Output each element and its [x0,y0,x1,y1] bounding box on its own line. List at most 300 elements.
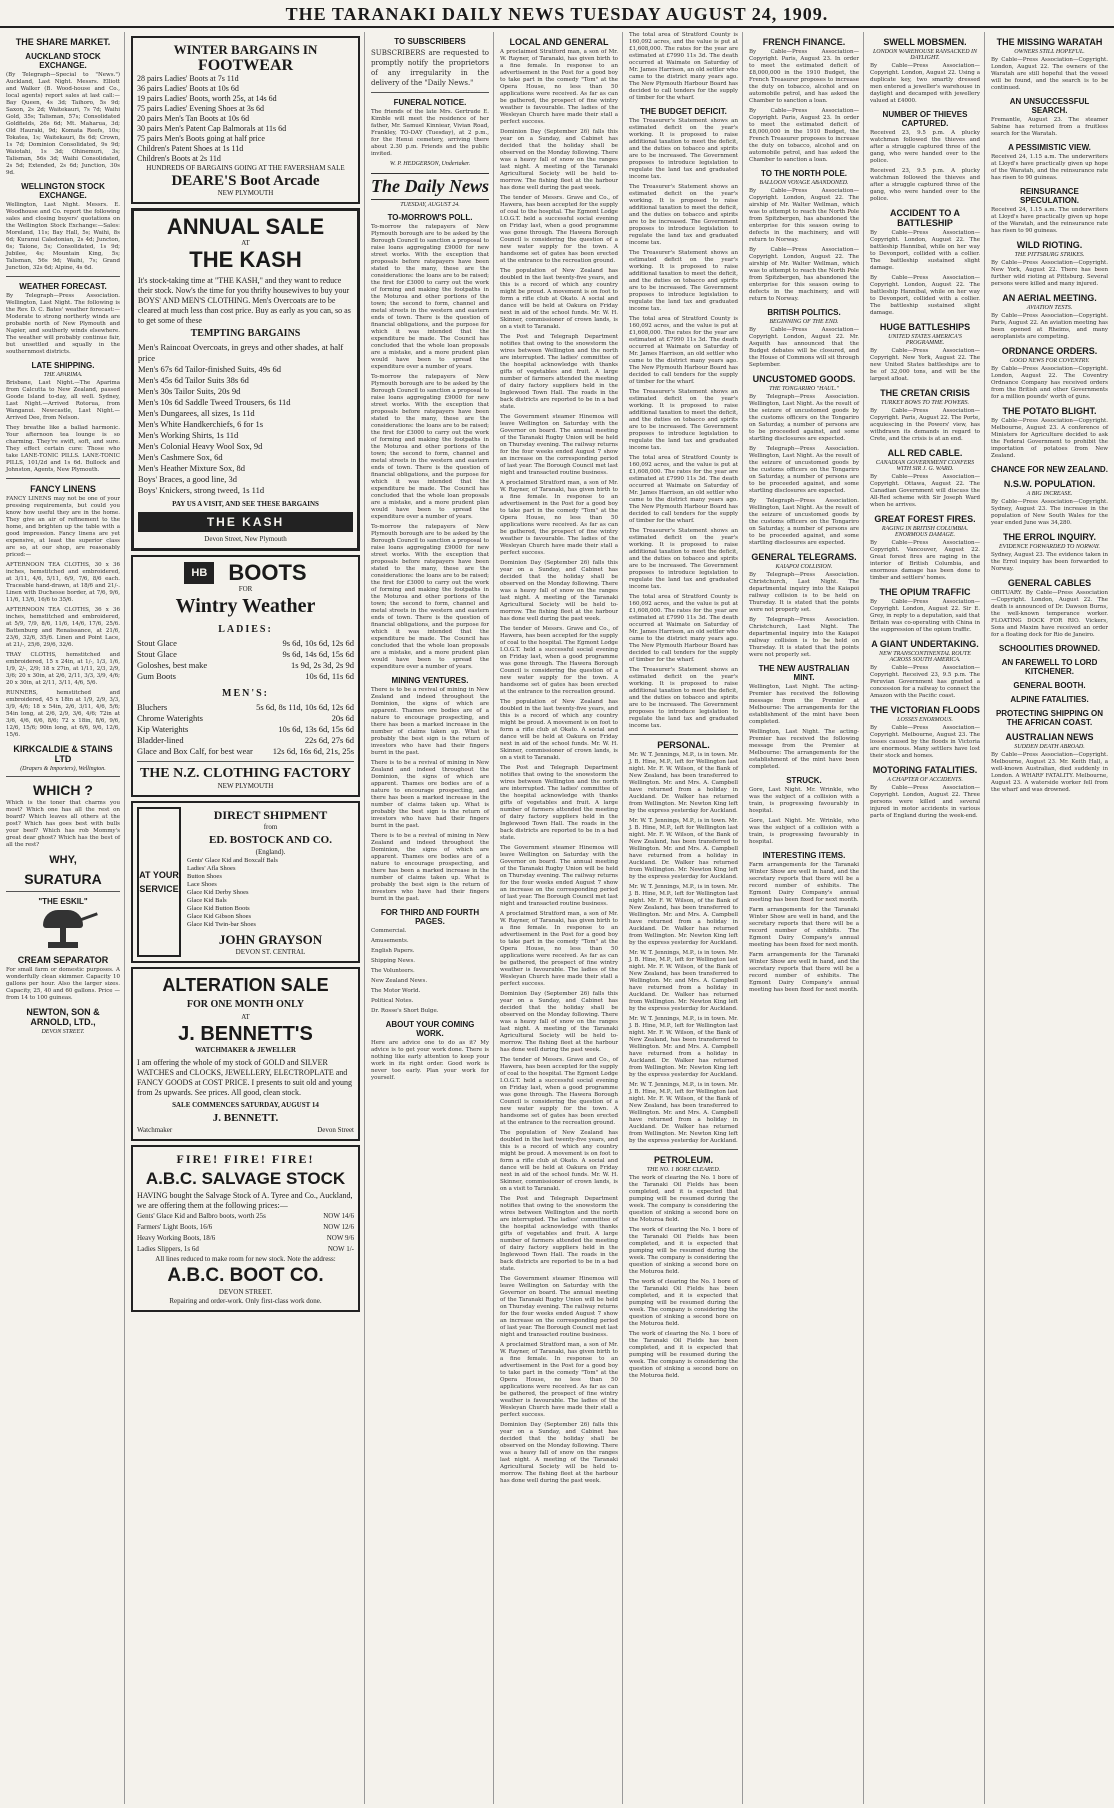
price-row: Bladder-lined 22s 6d, 27s 6d [137,735,354,745]
missing-waratah-subheading: OWNERS STILL HOPEFUL. [1014,49,1085,55]
ordnance-orders-heading: ORDNANCE ORDERS. [1001,346,1098,356]
winter-title: WINTER BARGAINS IN [173,42,318,57]
battleship-accident-heading: ACCIDENT TO A BATTLESHIP [889,208,960,228]
reinsurance-heading: REINSURANCE SPECULATION. [1020,187,1079,205]
general-telegrams-heading: GENERAL TELEGRAMS. [751,552,857,562]
bostock-line: Ladies' Afla Shoes [187,865,236,872]
battleship-accident-text-continued: By Cable—Press Association—Copyright. London, August 22. The battleship Hannibal, while on her way to Devonport, collided with a collier. The battleship sustained slight damage. [870,275,980,316]
hb-logo-icon: HB [184,562,214,584]
local-text: The Government steamer Hinemoa will leave Wellington on Saturday with the Governor on board. The annual meeting of the Taranaki Rugby Union will be held on Thursday evening. The railway returns for the four weeks ended August 7 show an increase on the corresponding period of last year. The Borough Council met last night and transacted routine business. [500,414,618,476]
column-7 [866,32,985,1804]
forest-fires-text: By Cable—Press Association—Copyright. Vancouver, August 22. Great forest fires are raging in the interior of British Columbia, and enormous damage has been done to timber and settlers' homes. [870,540,980,581]
uncustomed-text: By Telegraph—Press Association. Wellington, Last Night. As the result of the seizure of uncustomed goods by the customs officers on the Tongariro on Saturday, a number of persons are to be proceeded against, and some startling disclosures are expected. [749,394,859,442]
pages-item: Amusements. [371,938,409,944]
budget-text-continued: The total area of Stratford County is 160,092 acres, and the value is put at £1,608,000. The rates for the year are estimated at £7990 11s 3d. The death occurred at Waimate on Saturday of Mr. James Harrison, an old settler who came to the district many years ago. The New Plymouth Harbour Board has decided to call tenders for the supply of timber for the wharf. [629,455,738,524]
pages-item: Dr. Rosse's Short Bulge. [371,1008,439,1014]
share-market-heading: THE SHARE MARKET. [15,37,111,47]
auckland-heading: AUCKLAND STOCK EXCHANGE. [25,52,101,70]
budget-text-continued: The total area of Stratford County is 160,092 acres, and the value is put at £1,608,000. The rates for the year are estimated at £7990 11s 3d. The death occurred at Waimate on Saturday of Mr. James Harrison, an old settler who came to the district many years ago. The New Plymouth Harbour Board has decided to call tenders for the supply of timber for the wharf. [629,316,738,385]
lanetonic-ad: They breathe like a ballad harmonic. Your afternoon tea lounge is so charming. They're swift, soft, and sure. They effect certain cure: Those who take LANE-TONIC PILLS. LANE-TONIC PILLS, 101/2d and 1s 6d. Bullock and Johnston, Agents, New Plymouth. [6,425,120,473]
daily-news-editorial-title: The Daily News [371,173,489,200]
opium-traffic-heading: THE OPIUM TRAFFIC [879,587,971,597]
shipping-text: Brisbane, Last Night.—The Aparima from Calcutta to New Zealand, passed Goode Island to-day, all well. Sydney, Last Night.—Arrived Rotorua, from Wanganui. Newcastle, Last Night.—Arrived Dee, from Nelson. [6,380,120,421]
kash-item: Boys' Braces, a good line, 3d [138,474,238,484]
kash-body: It's stock-taking time at "THE KASH," and they want to reduce their stock. Now's the time for you thrifty housewives to buy your BOYS' AND MEN'S CLOTHING. Men's Overcoats are to be cleared at much less than cost price. Buy as early as you can, so as to get some of these [138,276,351,325]
price-row: Chrome Waterights 20s 6d [137,713,354,723]
winter-line: 75 pairs Men's Boots going at half price [137,134,265,143]
personal-text-continued: Mr. W. T. Jennings, M.P., is in town. Mr. J. B. Hine, M.P., left for Wellington last night. Mr. F. W. Wilson, of the Bank of New Zealand, has been transferred to Wellington. Mr. and Mrs. A. Campbell have returned from a holiday in Auckland. Dr. Walker has returned from Wellington. Mr. Newton King left by the express yesterday for Auckland. [629,884,738,946]
mining-text: There is to be a revival of mining in New Zealand and indeed throughout the Dominion, the signs of which are apparent. Thames ore bodies are of a nature to encourage prospecting, and there has been a marked increase in the number of claims taken up. What is probably the best sign is the return of investors who have had their fingers burnt in the past. [371,687,489,756]
all-red-cable-subheading: CANADIAN GOVERNMENT CONFERS WITH SIR J. G. WARD. [875,460,975,472]
victorian-floods-heading: THE VICTORIAN FLOODS [870,705,980,715]
kash-item: Men's 45s 6d Tailor Suits 38s 6d [138,375,249,385]
cretan-crisis-heading: THE CRETAN CRISIS [880,388,970,398]
funeral-text: The friends of the late Mrs. Gertrude E. Kimble will meet the residence of her father, Mr. Samuel Kinniear, Vivian Road, Frankley, TO-DAY (Tuesday), at 2 p.m., for the Henui cemetery, arriving there about 2.30 p.m. Friends and the public invited. [371,109,489,157]
boots-wintry-weather-ad [131,555,360,797]
subscribers-heading: TO SUBSCRIBERS [394,37,466,46]
forest-fires-subheading: RAGING IN BRITISH COLUMBIA. ENORMOUS DAMAGE. [881,526,969,538]
budget-text-continued: The Treasurer's Statement shows an estimated deficit on the year's working. It is proposed to raise additional taxation to meet the deficit, and the duties on tobacco and spirits are to be increased. The Government proposes to introduce legislation to regulate the land tax and graduated income tax. [629,389,738,451]
uncustomed-text-continued: By Telegraph—Press Association. Wellington, Last Night. As the result of the seizure of uncustomed goods by the customs officers on the Tongariro on Saturday, a number of persons are to be proceeded against, and some startling disclosures are expected. [749,446,859,494]
general-cables-text: OBITUARY. By Cable—Press Association—Copyright. London, August 22. The death is announced of Dr. Dawson Burns, the well-known temperance worker. FLOATING DOCK FOR RIO. Vickers, Sons and Maxim have received an order for a floating dock for Rio de Janeiro. [991,590,1108,638]
general-telegrams-text-continued: By Telegraph—Press Association. Christchurch, Last Night. The departmental inquiry into the Kaiapoi railway collision is to be held on Thursday. It is stated that the points were not properly set. [749,617,859,658]
mining-text-continued: There is to be a revival of mining in New Zealand and indeed throughout the Dominion, the signs of which are apparent. Thames ore bodies are of a nature to encourage prospecting, and there has been a marked increase in the number of claims taken up. What is probably the best sign is the return of investors who have had their fingers burnt in the past. [371,760,489,829]
thieves-text-continued: Received 23, 9.5 p.m. A plucky watchman followed the thieves and after a struggle captured three of the gang, who were handed over to the police. [870,168,980,202]
protecting-shipping-heading: PROTECTING SHIPPING ON THE AFRICAN COAST. [995,709,1104,727]
schoolgirls-heading: SCHOOLITIES DROWNED. [999,644,1100,653]
victorian-floods-subheading: LOSSES ENORMOUS. [897,717,953,723]
ladies-price-list [137,638,354,682]
petroleum-text-continued: The work of clearing the No. 1 bore of the Taranaki Oil Fields has been completed, and it is expected that pumping will be resumed during the week. The company is considering the question of sinking a second bore on the Moturoa field. [629,1279,738,1327]
swell-mobsmen-heading: SWELL MOBSMEN. [883,37,967,47]
divider [371,92,489,93]
price-row: Bluchers 5s 6d, 8s 11d, 10s 6d, 12s 6d [137,702,354,712]
british-politics-subheading: BEGINNING OF THE END. [769,319,839,325]
pages-item: The Volunteers. [371,968,415,974]
personal-text: Mr. W. T. Jennings, M.P., is in town. Mr. J. B. Hine, M.P., left for Wellington last night. Mr. F. W. Wilson, of the Bank of New Zealand, has been transferred to Wellington. Mr. and Mrs. A. Campbell have returned from a holiday in Auckland. Dr. Walker has returned from Wellington. Mr. Newton King left by the express yesterday for Auckland. [629,752,738,814]
nsw-population-subheading: A BIG INCREASE. [1026,491,1073,497]
poll-text-continued: To-morrow the ratepayers of New Plymouth borough are to be asked by the Borough Council to sanction a proposal to raise loans aggregating £9000 for new street works. With the exception that proposals before ratepayers have been stated to the many, these are the considerations: the loans are to be raised; the first for £3000 to carry out the work of forming and making the footpaths in the Moturoa and other portions of the town; the second to form, channel and metal streets in the western and eastern ends of town. There is the question of financial obligations, and the purpose for which it was intended that the expenditure be made. The Council has concluded that the whole loan proposals are a mistake, and a more prudent plan would have been to spread the expenditure over a number of years. [371,524,489,670]
editorial-date: TUESDAY, AUGUST 24. [400,202,460,208]
one-month-label: FOR ONE MONTH ONLY [186,999,305,1010]
mining-heading: MINING VENTURES. [391,676,469,685]
thieves-text: Received 23, 9.5 p.m. A plucky watchman followed the thieves and after a struggle captured three of the gang, who were handed over to the police. [870,130,980,164]
ladies-heading: LADIES: [218,624,273,635]
north-pole-text-continued: By Cable—Press Association—Copyright. London, August 22. The airship of Mr. Walter Wellman, which was to attempt to reach the North Pole from Spitzbergen, has abandoned the enterprise for this season owing to defects in the machinery, and will return to Norway. [749,247,859,302]
column-4 [496,32,623,1804]
budget-text-continued: The Treasurer's Statement shows an estimated deficit on the year's working. It is proposed to raise additional taxation to meet the deficit, and the duties on tobacco and spirits are to be increased. The Government proposes to introduce legislation to regulate the land tax and graduated income tax. [629,184,738,246]
items-text-continued: Farm arrangements for the Taranaki Winter Show are well in hand, and the secretary reports that there will be a record number of exhibits. The Egmont Dairy Company's annual meeting has been fixed for next month. [749,907,859,948]
bostock-line: Glace Kid Twin-bar Shoes [187,921,256,928]
deare-location: NEW PLYMOUTH [217,189,274,197]
column-1 [2,32,125,1804]
battleship-accident-text: By Cable—Press Association—Copyright. London, August 22. The battleship Hannibal, while on her way to Devonport, collided with a collier. The battleship sustained slight damage. [870,230,980,271]
kash-item: Men's White Handkerchiefs, 6 for 1s [138,419,264,429]
chance-nz-heading: CHANCE FOR NEW ZEALAND. [991,465,1108,474]
price-row: Glace and Box Calf, for best wear 12s 6d, 16s 6d, 21s, 25s [137,746,354,756]
potato-blight-text: By Cable—Press Association—Copyright. Melbourne, August 23. A conference of Ministers for Agriculture decided to ask the Federal Government to prohibit the importation of potatoes from New Zealand. [991,418,1108,459]
newton-heading: NEWTON, SON & ARNOLD, LTD., [26,1007,100,1027]
wellington-text: Wellington, Last Night. Messrs. E. Woodhouse and Co. report the following sales and closing buyers' quotations on the Wellington Stock Exchange:—Sales: Moreland, 11s; Bay Hall, 5s; Waihi, 8s 6d; Kuranui Caledonian, 2s 4d; Juncton, 6s; Taione, 5s; Consolidated, 1s 9d; Jubilee, 4s; Mountain King, 5s; Talisman, 56s 9d; Waihi, 7s; Grand Junction, 32s 6d; Alpine, 4s 6d. [6,202,120,271]
motoring-fatalities-subheading: A CHAPTER OF ACCIDENTS. [887,777,963,783]
local-text: The Post and Telegraph Department notifies that owing to the snowstorm the wires between Wellington and the north are interrupted. The ladies' committee of the hospital acknowledge with thanks gifts of vegetables and fruit. A large number of farmers attended the meeting of dairy factory suppliers held in the Inglewood Town Hall. The roads in the back districts are reported to be in a bad state. [500,334,618,410]
alpine-fatalities-heading: ALPINE FATALITIES. [1010,695,1089,704]
pages-item: Political Notes. [371,998,414,1004]
french-finance-text: By Cable—Press Association—Copyright. Paris, August 23. In order to meet the estimated deficit of £8,000,000 in the 1910 Budget, the French Treasurer proposes to increase the duty on tobacco, alcohol and on automobile petrol, and has asked the Chamber to sanction a loan. [749,49,859,104]
kash-item: Men's 30s Tailor Suits, 20s 9d [138,386,241,396]
local-text: The population of New Zealand has doubled in the last twenty-five years, and this is a record of which any country might be proud. A movement is on foot to form a rifle club at Okato. A social and dance will be held at Oakura on Friday next in aid of the school funds. Mr. W. H. Skinner, commissioner of crown lands, is on a visit to Taranaki. [500,1130,618,1192]
cream-separator-text: For small farm or domestic purposes. A wonderfully clean skimmer. Capacity 10 gallons per hour. Also the larger sizes. Capacity, 25, 40 and 60 gallons. Price — from 14 to 100 guineas. [6,967,120,1001]
kash-cta: PAY US A VISIT, AND SEE THESE BARGAINS [172,500,319,508]
kash-item: Boys' Knickers, strong tweed, 1s 11d [138,485,265,495]
missing-waratah-text: By Cable—Press Association—Copyright. London, August 22. The owners of the Waratah are still hopeful that the vessel will be found, and the search is to be continued. [991,57,1108,91]
british-politics-text: By Cable—Press Association—Copyright. London, August 22. Mr. Asquith has announced that the Budget debates will be closured, and the House of Commons will sit through September. [749,327,859,368]
uncustomed-subheading: THE TONGARIRO "HAUL." [769,386,839,392]
struck-text-continued: Gore, Last Night. Mr. Wrinkle, who was the subject of a collision with a train, is progressing favourably in hospital. [749,818,859,845]
bostock-sub: (England). [255,848,286,856]
motoring-fatalities-heading: MOTORING FATALITIES. [872,765,978,775]
kash-item: Men's Heather Mixture Sox, 8d [138,463,246,473]
winter-line: 30 pairs Men's Patent Cap Balmorals at 11s 6d [137,124,287,133]
runners-text: RUNNERS, hemstitched and embroidered, 45 x 18in at 1/9, 2/9, 3/3, 3/9, 4/6; 18 x 54in, 2/6, 3/11, 4/6, 5/6; 54in long, at 2/6, 2/9, 3/6, 4/6; 72in at 3/6, 4/6, 6/6, 8/6; 72 x 18in, 8/6, 9/6, 12/6, 15/6; 90in long, at 6/6, 9/6, 12/6, 15/6. [6,690,120,738]
grayson-address: DEVON ST. CENTRAL [235,948,306,956]
thieves-heading: NUMBER OF THIEVES CAPTURED. [882,110,968,128]
local-text: Dominion Day (September 26) falls this year on a Sunday, and Cabinet has decided that the holiday shall be observed on the Monday following. There was a heavy fall of snow on the ranges last night. A meeting of the Taranaki Agricultural Society will be held to-morrow. The fishing fleet at the harbour has done well during the past week. [500,991,618,1053]
sale-commences: SALE COMMENCES SATURDAY, AUGUST 14 [172,1101,319,1109]
local-text: A proclaimed Stratford man, a son of Mr. W. Rayner, of Taranaki, has given birth to a fine female. In response to an advertisement in the Post for a good boy to take part in the comedy "Tom" at the Opera House, no less than 50 applications were received. As far as can be gathered, the prospect of fine wintry weather is favourable. The ladies of the Wesleyan Church have made their stall a perfect success. [500,911,618,987]
wintry-weather-title: Wintry Weather [175,595,316,617]
bennett-signature: J. BENNETT. [212,1112,279,1124]
afternoon-tea-text: AFTERNOON TEA CLOTHS, 30 x 36 inches, hemstitched and embroidered, at 3/11, 4/6, 5/11, 6/9, 7/6, 8/6 each. Traceable hand-drawn, at 18/6 and 21/-. Linen with Duchesse border, at 7/6, 9/6, 11/6, 13/6, 16/6 to 35/6. [6,562,120,603]
kash-item: Men's 10s 6d Saddle Tweed Trousers, 6s 11d [138,397,291,407]
mens-heading: MEN'S: [222,688,269,699]
pages-item: Shipping News. [371,958,416,964]
nz-clothing-factory: THE N.Z. CLOTHING FACTORY [140,766,351,781]
winter-line: 36 pairs Ladies' Boots at 10s 6d [137,84,239,93]
winter-line: 19 pairs Ladies' Boots, worth 25s, at 14s 6d [137,94,277,103]
north-pole-subheading: BALLOON VOYAGE ABANDONED. [759,180,849,186]
bennett-trade: WATCHMAKER & JEWELLER [195,1046,296,1054]
wellington-heading: WELLINGTON STOCK EXCHANGE. [21,182,105,200]
bostock-line: Button Shoes [187,873,222,880]
price-row: Stout Glace 9s 6d, 10s 6d, 12s 6d [137,638,354,648]
local-text: Dominion Day (September 26) falls this year on a Sunday, and Cabinet has decided that the holiday shall be observed on the Monday following. There was a heavy fall of snow on the ranges last night. A meeting of the Taranaki Agricultural Society will be held to-morrow. The fishing fleet at the harbour has done well during the past week. [500,560,618,622]
personal-text-continued: Mr. W. T. Jennings, M.P., is in town. Mr. J. B. Hine, M.P., left for Wellington last night. Mr. F. W. Wilson, of the Bank of New Zealand, has been transferred to Wellington. Mr. and Mrs. A. Campbell have returned from a holiday in Auckland. Dr. Walker has returned from Wellington. Mr. Newton King left by the express yesterday for Auckland. [629,1082,738,1144]
north-pole-heading: TO THE NORTH POLE. [760,169,848,178]
swell-mobsmen-subheading: LONDON WAREHOUSE RANSACKED IN DAYLIGHT. [872,49,978,61]
ordnance-orders-subheading: GOOD NEWS FOR COVENTRY. [1009,358,1090,364]
poll-text: To-morrow the ratepayers of New Plymouth borough are to be asked by the Borough Council to sanction a proposal to raise loans aggregating £9000 for new street works. With the exception that proposals before ratepayers have been stated to the many, these are the considerations: the loans are to be raised; the first for £3000 to carry out the work of forming and making the footpaths in the Moturoa and other portions of the town; the second to form, channel and metal streets in the western and eastern ends of town. There is the question of financial obligations, and the purpose for which it was intended that the expenditure be made. The Council has concluded that the whole loan proposals are a mistake, and a more prudent plan would have been to spread the expenditure over a number of years. [371,224,489,370]
price-row: Gum Boots 10s 6d, 11s 6d [137,671,354,681]
general-cables-heading: GENERAL CABLES [1007,578,1092,588]
personal-heading: PERSONAL. [657,740,710,750]
mining-text-continued: There is to be a revival of mining in New Zealand and indeed throughout the Dominion, the signs of which are apparent. Thames ore bodies are of a nature to encourage prospecting, and there has been a marked increase in the number of claims taken up. What is probably the best sign is the return of investors who have had their fingers burnt in the past. [371,833,489,902]
australian-news-heading: AUSTRALIAN NEWS [1005,732,1094,742]
all-red-cable-heading: ALL RED CABLE. [887,448,963,458]
divider [629,1149,738,1150]
kash-title: THE KASH [189,247,302,272]
kirkcaldie-heading: KIRKCALDIE & STAINS LTD [13,744,113,764]
motoring-fatalities-text: By Cable—Press Association—Copyright. London, August 22. Three persons were killed and several injured in motor accidents in various parts of England during the week-end. [870,785,980,819]
huge-battleships-text: By Cable—Press Association—Copyright. New York, August 22. The new United States battleships are to be of 32,000 tons, and will be the largest afloat. [870,348,980,382]
deare-name: DEARE'S Boot Arcade [171,173,320,189]
divider [6,276,120,277]
bennett-name: J. BENNETT'S [178,1023,313,1045]
newton-subheading: DEVON STREET. [41,1029,85,1035]
boots-title: BOOTS [228,560,307,585]
kash-item: Men's Cashmere Sox, 6d [138,452,223,462]
huge-battleships-heading: HUGE BATTLESHIPS [879,322,971,332]
stratford-text: The total area of Stratford County is 160,092 acres, and the value is put at £1,608,000. The rates for the year are estimated at £7990 11s 3d. The death occurred at Waimate on Saturday of Mr. James Harrison, an old settler who came to the district many years ago. The New Plymouth Harbour Board has decided to call tenders for the supply of timber for the wharf. [629,32,738,101]
errol-inquiry-text: Sydney, August 23. The evidence taken in the Errol inquiry has been forwarded to Norway. [991,552,1108,572]
wild-rioting-text: By Cable—Press Association—Copyright. New York, August 22. There has been further wild rioting at Pittsburg. Several persons were killed and many injured. [991,260,1108,287]
price-row: Heavy Working Boots, 18/6 NOW 9/6 [137,1234,354,1242]
price-row: Stout Glace 9s 6d, 14s 6d, 15s 6d [137,649,354,659]
items-heading: INTERESTING ITEMS. [762,851,846,860]
poll-text-continued: To-morrow the ratepayers of New Plymouth borough are to be asked by the Borough Council to sanction a proposal to raise loans aggregating £9000 for new street works. With the exception that proposals before ratepayers have been stated to the many, these are the considerations: the loans are to be raised; the first for £3000 to carry out the work of forming and making the footpaths in the Moturoa and other portions of the town; the second to form, channel and metal streets in the western and eastern ends of town. There is the question of financial obligations, and the purpose for which it was intended that the expenditure be made. The Council has concluded that the whole loan proposals are a mistake, and a more prudent plan would have been to spread the expenditure over a number of years. [371,374,489,520]
fire-heading: FIRE! FIRE! FIRE! [176,1152,315,1166]
bostock-name: ED. BOSTOCK AND CO. [209,834,332,846]
budget-text-continued: The total area of Stratford County is 160,092 acres, and the value is put at £1,608,000. The rates for the year are estimated at £7990 11s 3d. The death occurred at Waimate on Saturday of Mr. James Harrison, an old settler who came to the district many years ago. The New Plymouth Harbour Board has decided to call tenders for the supply of timber for the wharf. [629,594,738,663]
auckland-text: (By Telegraph—Special to "News.") Auckland, Last Night. Messrs. Elliott and Walker (B. Wood-house and Co., local agents) report sales at last call:—Bay Queen, 4s 3d; Taihoro, 5s 9d; Saxon, 2s 2d; Waitekauri, 7s 7d; Waihi Gold, 35s; Talisman, 57s; Consolidated Goldfields, 26s 6d; Mt. Maharua, 3d; Old Hauraki, 9d; Komata Reefs, 10s; Tokatea, 1s; Waitekauri, 8s 6d; Crown, 1s 7d; Dominion Consolidated, 9s 9d; Waiotahi, 1s 3d; Ohinemuri, 3s; Talisman, 56s 3d; Waihi Consolidated, 2s 5d; Extended, 2s 6d; Junction, 30s 9d. [6,72,120,176]
personal-text-continued: Mr. W. T. Jennings, M.P., is in town. Mr. J. B. Hine, M.P., left for Wellington last night. Mr. F. W. Wilson, of the Bank of New Zealand, has been transferred to Wellington. Mr. and Mrs. A. Campbell have returned from a holiday in Auckland. Dr. Walker has returned from Wellington. Mr. Newton King left by the express yesterday for Auckland. [629,1016,738,1078]
budget-text: The Treasurer's Statement shows an estimated deficit on the year's working. It is proposed to raise additional taxation to meet the deficit, and the duties on tobacco and spirits are to be increased. The Government proposes to introduce legislation to regulate the land tax and graduated income tax. [629,118,738,180]
at-label: AT [241,1013,250,1021]
pessimistic-view-text: Received 24, 1.15 a.m. The underwriters at Lloyd's have practically given up hope of the Waratah, and the reinsurance rate has risen to 90 guineas. [991,154,1108,181]
abc-boot-co: A.B.C. BOOT CO. [167,1265,324,1286]
petroleum-text-continued: The work of clearing the No. 1 bore of the Taranaki Oil Fields has been completed, and it is expected that pumping will be resumed during the week. The company is considering the question of sinking a second bore on the Moturoa field. [629,1331,738,1379]
shipping-heading: LATE SHIPPING. [31,361,95,370]
funeral-signature: W. P. HEDGERSON, Undertaker. [389,161,471,167]
general-booth-heading: GENERAL BOOTH. [1013,681,1086,690]
price-row: Ladies Slippers, 1s 6d NOW 1/- [137,1245,354,1253]
giant-undertaking-heading: A GIANT UNDERTAKING. [871,639,979,649]
wild-rioting-heading: WILD RIOTING. [1016,240,1083,250]
giant-undertaking-text: By Cable—Press Association—Copyright. Received 23, 9.5 p.m. The Peruvian Government has granted a concession for a railway to connect the Amazon with the Pacific coast. [870,665,980,699]
potato-blight-heading: THE POTATO BLIGHT. [1002,406,1097,416]
bostock-line: Glace Kid Gibson Shoes [187,913,252,920]
fancy-linens-text: FANCY LINENS may not be one of your pressing requirements, but could you know how useful they are in the home. They give an air of refinement to the home, and brighten up the table with a good impression. Fancy linens are yet expensive, at least the superior class are so, at our shop, are reasonably priced:— [6,496,120,558]
bostock-line: Glace Kid Button Boots [187,905,250,912]
local-text: A proclaimed Stratford man, a son of Mr. W. Rayner, of Taranaki, has given birth to a fine female. In response to an advertisement in the Post for a good boy to take part in the comedy "Tom" at the Opera House, no less than 50 applications were received. As far as can be gathered, the prospect of fine wintry weather is favourable. The ladies of the Wesleyan Church have made their stall a perfect success. [500,480,618,556]
local-text: Dominion Day (September 26) falls this year on a Sunday, and Cabinet has decided that the holiday shall be observed on the Monday following. There was a heavy fall of snow on the ranges last night. A meeting of the Taranaki Agricultural Society will be held to-morrow. The fishing fleet at the harbour has done well during the past week. [500,1422,618,1484]
divider [6,891,120,892]
reinsurance-text: Received 24, 1.15 a.m. The underwriters at Lloyd's have practically given up hope of the Waratah, and the reinsurance rate has risen to 90 guineas. [991,207,1108,234]
shipping-subheading: THE APARIMA. [43,372,83,378]
victorian-floods-text: By Cable—Press Association—Copyright. Melbourne, August 23. The losses caused by the floods in Victoria are enormous. Many settlers have lost their stock and homes. [870,725,980,759]
eskil-heading: "THE ESKIL" [38,897,88,906]
local-text: The Government steamer Hinemoa will leave Wellington on Saturday with the Governor on board. The annual meeting of the Taranaki Rugby Union will be held on Thursday evening. The railway returns for the four weeks ended August 7 show an increase on the corresponding period of last year. The Borough Council met last night and transacted routine business. [500,845,618,907]
local-text: The population of New Zealand has doubled in the last twenty-five years, and this is a record of which any country might be proud. A movement is on foot to form a rifle club at Okato. A social and dance will be held at Oakura on Friday next in aid of the school funds. Mr. W. H. Skinner, commissioner of crown lands, is on a visit to Taranaki. [500,268,618,330]
local-text: A proclaimed Stratford man, a son of Mr. W. Rayner, of Taranaki, has given birth to a fine female. In response to an advertisement in the Post for a good boy to take part in the comedy "Tom" at the Opera House, no less than 50 applications were received. As far as can be gathered, the prospect of fine wintry weather is favourable. The ladies of the Wesleyan Church have made their stall a perfect success. [500,1342,618,1418]
annual-sale-title: ANNUAL SALE [166,214,325,239]
divider [629,734,738,735]
kash-items-list [138,342,353,496]
column-5 [625,32,743,1804]
divider [6,478,120,479]
budget-text-continued: The Treasurer's Statement shows an estimated deficit on the year's working. It is proposed to raise additional taxation to meet the deficit, and the duties on tobacco and spirits are to be increased. The Government proposes to introduce legislation to regulate the land tax and graduated income tax. [629,250,738,312]
general-telegrams-text: By Telegraph—Press Association. Christchurch, Last Night. The departmental inquiry into the Kaiapoi railway collision is to be held on Thursday. It is stated that the points were not properly set. [749,572,859,613]
which-heading: WHICH ? [33,782,93,798]
at-your-service-label: AT YOUR SERVICE [137,807,181,957]
afternoon-tea-2-text: AFTERNOON TEA CLOTHS, 36 x 36 inches, hemstitched and embroidered, at 5/9, 7/9, 8/6, 11/6, 14/6, 17/6, 25/6. Battenburg and Renaissance, at 21/6, 23/6, 32/6, 35/6. Linen and Point Lace, at 21/-, 25/6, 29/6, 32/6. [6,607,120,648]
price-row: Farmers' Light Boots, 16/6 NOW 12/6 [137,1223,354,1231]
tempting-bargains: TEMPTING BARGAINS [190,328,301,339]
price-row: Goloshes, best make 1s 9d, 2s 3d, 2s 9d [137,660,354,670]
opium-traffic-text: By Cable—Press Association—Copyright. London, August 22. Sir E. Grey, in reply to a deputation, said that Britain was co-operating with China in the suppression of the opium traffic. [870,599,980,633]
for-label: FOR [238,585,253,593]
pages-item: New Zealand News. [371,978,428,984]
bostock-line: Lace Shoes [187,881,217,888]
forest-fires-heading: GREAT FOREST FIRES. [874,514,976,524]
local-text: The population of New Zealand has doubled in the last twenty-five years, and this is a record of which any country might be proud. A movement is on foot to form a rifle club at Okato. A social and dance will be held at Oakura on Friday next in aid of the school funds. Mr. W. H. Skinner, commissioner of crown lands, is on a visit to Taranaki. [500,699,618,761]
petroleum-heading: PETROLEUM. [653,1155,713,1165]
deare-footwear-ad [131,36,360,204]
aerial-meeting-heading: AN AERIAL MEETING. [1002,293,1097,303]
abc-footer: Repairing and order-work. Only first-class work done. [169,1297,322,1305]
french-finance-heading: FRENCH FINANCE. [762,37,846,47]
fancy-linens-heading: FANCY LINENS [30,484,96,494]
kitchener-heading: AN FAREWELL TO LORD KITCHENER. [1001,658,1098,676]
abc-salvage-title: A.B.C. SALVAGE STOCK [145,1169,346,1188]
column-6 [745,32,864,1804]
from-label: from [263,823,278,831]
at-label: AT [241,239,250,247]
alteration-sale-title: ALTERATION SALE [162,975,329,995]
swell-mobsmen-text: By Cable—Press Association—Copyright. London, August 22. Using a duplicate key, two smartly dressed men entered a jeweller's warehouse in daylight and decamped with jewellery valued at £4000. [870,63,980,104]
price-row: Kip Waterights 10s 6d, 13s 6d, 15s 6d [137,724,354,734]
mint-text-continued: Wellington, Last Night. The acting-Premier has received the following message from the Premier at Melbourne: The arrangements for the establishment of the mint have been completed. [749,729,859,770]
column-2-ads [127,32,365,1804]
winter-footer: HUNDREDS OF BARGAINS GOING AT THE FAVERSHAM SALE [146,164,345,172]
cretan-crisis-subheading: TURKEY BOWS TO THE POWERS. [880,400,970,406]
struck-heading: STRUCK. [786,776,822,785]
kash-annual-sale-ad [131,208,360,551]
budget-text-continued: The Treasurer's Statement shows an estimated deficit on the year's working. It is proposed to raise additional taxation to meet the deficit, and the duties on tobacco and spirits are to be increased. The Government proposes to introduce legislation to regulate the land tax and graduated income tax. [629,528,738,590]
petroleum-subheading: THE NO. 1 BORE CLEARED. [646,1167,721,1173]
why-heading: WHY, [49,854,77,866]
giant-undertaking-subheading: NEW TRANSCONTINENTAL ROUTE ACROSS SOUTH AMERICA. [879,651,971,663]
errol-inquiry-heading: THE ERROL INQUIRY. [1002,532,1096,542]
coming-work-heading: ABOUT YOUR COMING WORK. [385,1020,475,1038]
errol-inquiry-subheading: EVIDENCE FORWARDED TO NORWAY. [999,544,1100,550]
winter-line: 75 pairs Ladies' Evening Shoes at 3s 6d [137,104,264,113]
kirkcaldie-subheading: (Drapers & Importers), Wellington. [20,766,106,772]
direct-shipment-title: DIRECT SHIPMENT [213,808,328,822]
missing-waratah-heading: THE MISSING WARATAH [996,37,1103,47]
which-text: Which is the toner that charms you most? Which one has all the rest on board? Which leaves all others at the post? Which has goes best with bulls your beef? Which has rob Mommy's great dear ghost? Which has the best of all the rest? [6,800,120,848]
bennett-footer: Watchmaker Devon Street [137,1126,354,1134]
subscribers-text: SUBSCRIBERS are requested to promptly notify the proprietors of any irregularity in the delivery of the "Daily News." [371,49,489,87]
cream-separator-illustration [28,910,98,950]
bostock-line: Glace Kid Derby Shoes [187,889,249,896]
bennett-body: I am offering the whole of my stock of GOLD and SILVER WATCHES and CLOCKS, JEWELLERY, ELECTROPLATE and FANCY GOODS at COST PRICE. I presents to suit old and young from 2s upwards. See prices. All good, clean stock. [137,1058,352,1097]
huge-battleships-subheading: UNITED STATES AMERICA'S PROGRAMME. [888,334,962,346]
kash-address: Devon Street, New Plymouth [204,535,287,543]
australian-news-subheading: SUDDEN DEATH ABROAD. [1014,744,1085,750]
bostock-line: Glace Kid Bals [187,897,227,904]
grayson-shipment-ad [131,801,360,963]
personal-text-continued: Mr. W. T. Jennings, M.P., is in town. Mr. J. B. Hine, M.P., left for Wellington last night. Mr. F. W. Wilson, of the Bank of New Zealand, has been transferred to Wellington. Mr. and Mrs. A. Campbell have returned from a holiday in Auckland. Dr. Walker has returned from Wellington. Mr. Newton King left by the express yesterday for Auckland. [629,950,738,1012]
kash-item: Men's Dungarees, all sizes, 1s 11d [138,408,255,418]
unsuccessful-search-text: Fremantle, August 23. The steamer Sabine has returned from a fruitless search for the Waratah. [991,117,1108,137]
wild-rioting-subheading: THE PITTSBURG STRIKES. [1014,252,1085,258]
poll-heading: TO-MORROW'S POLL. [387,213,473,222]
aerial-meeting-text: By Cable—Press Association—Copyright. Paris, August 22. An aviation meeting has been opened at Rheims, and many aeroplanists are competing. [991,313,1108,340]
mens-price-list [137,702,354,757]
local-text: The tender of Messrs. Grave and Co., of Hawera, has been accepted for the supply of coal to the hospital. The Egmont Lodge I.O.G.T. held a successful social evening on Friday last, when a good programme was gone through. The Hawera Borough Council is considering the question of a new water supply for the town. A handsome set of gates has been erected at the entrance to the recreation ground. [500,1057,618,1126]
kash-logo: THE KASH [138,512,353,532]
nsw-population-text: By Cable—Press Association—Copyright. Sydney, August 23. The increase in the population of New South Wales for the year ended June was 34,280. [991,499,1108,526]
aerial-meeting-subheading: AVIATION TESTS. [1026,305,1073,311]
mint-text: Wellington, Last Night. The acting-Premier has received the following message from the Premier at Melbourne: The arrangements for the establishment of the mint have been completed. [749,684,859,725]
winter-line: 20 pairs Men's Tan Boots at 10s 6d [137,114,250,123]
kash-item: Men's Colonial Heavy Wool Sox, 9d [138,441,263,451]
struck-text: Gore, Last Night. Mr. Wrinkle, who was the subject of a collision with a train, is progressing favourably in hospital. [749,787,859,814]
price-row: Gents' Glace Kid and Balbro boots, worth 25s NOW 14/6 [137,1212,354,1220]
kash-item: Men's Raincoat Overcoats, in greys and other shades, at half price [138,342,344,363]
personal-text-continued: Mr. W. T. Jennings, M.P., is in town. Mr. J. B. Hine, M.P., left for Wellington last night. Mr. F. W. Wilson, of the Bank of New Zealand, has been transferred to Wellington. Mr. and Mrs. A. Campbell have returned from a holiday in Auckland. Dr. Walker has returned from Wellington. Mr. Newton King left by the express yesterday for Auckland. [629,818,738,880]
local-text: A proclaimed Stratford man, a son of Mr. W. Rayner, of Taranaki, has given birth to a fine female. In response to an advertisement in the Post for a good boy to take part in the comedy "Tom" at the Opera House, no less than 50 applications were received. As far as can be gathered, the prospect of fine wintry weather is favourable. The ladies of the Wesleyan Church have made their stall a perfect success. [500,49,618,125]
local-text: The tender of Messrs. Grave and Co., of Hawera, has been accepted for the supply of coal to the hospital. The Egmont Lodge I.O.G.T. held a successful social evening on Friday last, when a good programme was gone through. The Hawera Borough Council is considering the question of a new water supply for the town. A handsome set of gates has been erected at the entrance to the recreation ground. [500,626,618,695]
local-text: The Post and Telegraph Department notifies that owing to the snowstorm the wires between Wellington and the north are interrupted. The ladies' committee of the hospital acknowledge with thanks gifts of vegetables and fruit. A large number of farmers attended the meeting of dairy factory suppliers held in the Inglewood Town Hall. The roads in the back districts are reported to be in a bad state. [500,1196,618,1272]
nz-clothing-location: NEW PLYMOUTH [217,782,274,790]
local-text: The Government steamer Hinemoa will leave Wellington on Saturday with the Governor on board. The annual meeting of the Taranaki Rugby Union will be held on Thursday evening. The railway returns for the four weeks ended August 7 show an increase on the corresponding period of last year. The Borough Council met last night and transacted routine business. [500,1276,618,1338]
tray-cloths-text: TRAY CLOTHS, hemstitched and embroidered, 15 x 24in, at 1/-, 1/3, 1/6, 1/9, 2/-, 2/9; 18 x 27in, at 1/11, 2/3, 2/9, 3/6; 20 x 30in, at 2/6, 2/11, 3/3, 3/9, 4/6; 20 x 30in, at 2/11, 3/11, 4/6, 5/6. [6,652,120,686]
abc-note: All lines reduced to make room for new stock. Note the address: [155,1255,336,1263]
uncustomed-text-continued: By Telegraph—Press Association. Wellington, Last Night. As the result of the seizure of uncustomed goods by the customs officers on the Tongariro on Saturday, a number of persons are to be proceeded against, and some startling disclosures are expected. [749,498,859,546]
abc-salvage-stock-ad [131,1145,360,1312]
bostock-line: Gents' Glace Kid and Boxcalf Bals [187,857,278,864]
nsw-population-heading: N.S.W. POPULATION. [1003,479,1096,489]
winter-line: Children's Patent Shoes at 1s 11d [137,144,244,153]
grayson-name: JOHN GRAYSON [218,932,323,947]
abc-price-list [137,1211,354,1255]
winter-line: Children's Boots at 2s 11d [137,154,221,163]
ordnance-orders-text: By Cable—Press Association—Copyright. London, August 22. The Coventry Ordnance Company has received orders from the British and other Governments for a million pounds' worth of guns. [991,366,1108,400]
petroleum-text-continued: The work of clearing the No. 1 bore of the Taranaki Oil Fields has been completed, and it is expected that pumping will be resumed during the week. The company is considering the question of sinking a second bore on the Moturoa field. [629,1227,738,1275]
column-8 [987,32,1112,1804]
items-text: Farm arrangements for the Taranaki Winter Show are well in hand, and the secretary reports that there will be a record number of exhibits. The Egmont Dairy Company's annual meeting has been fixed for next month. [749,862,859,903]
pages-item: English Papers. [371,948,415,954]
cream-separator-heading: CREAM SEPARATOR [17,955,109,965]
masthead: THE TARANAKI DAILY NEWS TUESDAY AUGUST 24, 1909. [0,0,1114,28]
column-3 [367,32,494,1804]
suratura-heading: SURATURA [24,871,102,887]
kash-item: Men's Working Shirts, 1s 11d [138,430,239,440]
mint-heading: THE NEW AUSTRALIAN MINT. [758,664,850,682]
pessimistic-view-heading: A PESSIMISTIC VIEW. [1008,143,1091,152]
cretan-crisis-text: By Cable—Press Association—Copyright. Paris, August 22. The Porte, acquiescing in the Powers' view, has withdrawn its demands in regard to Crete, and the crisis is at an end. [870,408,980,442]
general-telegrams-subheading: KAIAPOI COLLISION. [775,564,833,570]
weather-heading: WEATHER FORECAST. [19,282,107,291]
items-text-continued: Farm arrangements for the Taranaki Winter Show are well in hand, and the secretary reports that there will be a record number of exhibits. The Egmont Dairy Company's annual meeting has been fixed for next month. [749,952,859,993]
local-text: Dominion Day (September 26) falls this year on a Sunday, and Cabinet has decided that the holiday shall be observed on the Monday following. There was a heavy fall of snow on the ranges last night. A meeting of the Taranaki Agricultural Society will be held to-morrow. The fishing fleet at the harbour has done well during the past week. [500,129,618,191]
uncustomed-heading: UNCUSTOMED GOODS. [752,374,856,384]
bennett-alteration-sale-ad [131,967,360,1141]
pages-item: The Motor World. [371,988,421,994]
funeral-heading: FUNERAL NOTICE. [393,98,467,107]
budget-text-continued: The Treasurer's Statement shows an estimated deficit on the year's working. It is proposed to raise additional taxation to meet the deficit, and the duties on tobacco and spirits are to be increased. The Government proposes to introduce legislation to regulate the land tax and graduated income tax. [629,667,738,729]
french-finance-text-continued: By Cable—Press Association—Copyright. Paris, August 23. In order to meet the estimated deficit of £8,000,000 in the 1910 Budget, the French Treasurer proposes to increase the duty on tobacco, alcohol and on automobile petrol, and has asked the Chamber to sanction a loan. [749,108,859,163]
pages-heading: FOR THIRD AND FOURTH PAGES. [380,908,480,926]
north-pole-text: By Cable—Press Association—Copyright. London, August 22. The airship of Mr. Walter Wellman, which was to attempt to reach the North Pole from Spitzbergen, has abandoned the enterprise for this season owing to defects in the machinery, and will return to Norway. [749,188,859,243]
winter-line: 28 pairs Ladies' Boots at 7s 11d [137,74,239,83]
unsuccessful-search-heading: AN UNSUCCESSFUL SEARCH. [1009,97,1090,115]
petroleum-text: The work of clearing the No. 1 bore of the Taranaki Oil Fields has been completed, and it is expected that pumping will be resumed during the week. The company is considering the question of sinking a second bore on the Moturoa field. [629,1175,738,1223]
kash-item: Men's 67s 6d Tailor-finished Suits, 49s 6d [138,364,281,374]
local-text: The tender of Messrs. Grave and Co., of Hawera, has been accepted for the supply of coal to the hospital. The Egmont Lodge I.O.G.T. held a successful social evening on Friday last, when a good programme was gone through. The Hawera Borough Council is considering the question of a new water supply for the town. A handsome set of gates has been erected at the entrance to the recreation ground. [500,195,618,264]
